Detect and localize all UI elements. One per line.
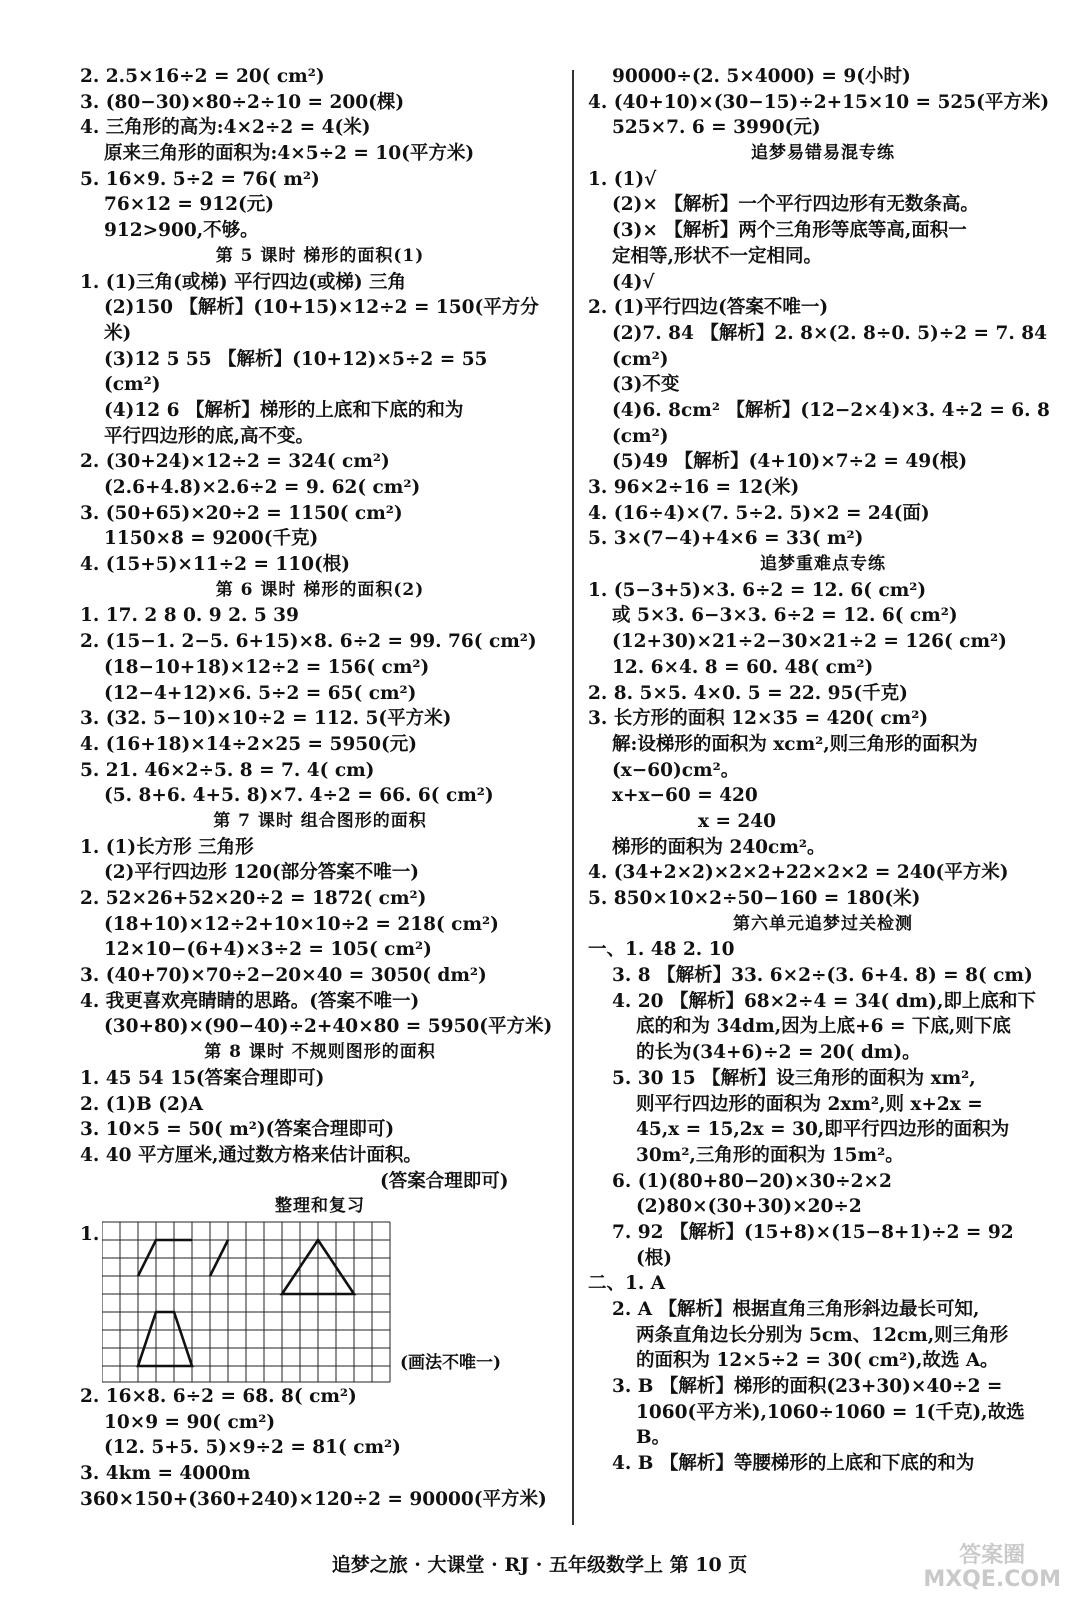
answer-line: 2. 2.5×16÷2 = 20( cm²) <box>80 66 325 87</box>
watermark-line1: 答案圈 <box>959 1543 1026 1568</box>
answer-line: 3. 8 【解析】33. 6×2÷(3. 6+4. 8) = 8( cm) <box>612 965 1033 987</box>
answer-line: 1. (5−3+5)×3. 6÷2 = 12. 6( cm²) <box>588 579 927 601</box>
answer-line: 12. 6×4. 8 = 60. 48( cm²) <box>612 656 874 678</box>
answer-line: 1. (1)三角(或梯) 平行四边(或梯) 三角 <box>80 271 407 293</box>
answer-line: 1. (1)√ <box>588 168 657 190</box>
answer-line: (12. 5+5. 5)×9÷2 = 81( cm²) <box>104 1437 401 1459</box>
answer-line: 则平行四边形的面积为 2xm²,则 x+2x = <box>636 1093 983 1115</box>
answer-line: 2. (30+24)×12÷2 = 324( cm²) <box>80 451 390 473</box>
answer-line: (18−10+18)×12÷2 = 156( cm²) <box>104 656 430 678</box>
answer-line: 3. 长方形的面积 12×35 = 420( cm²) <box>588 708 929 730</box>
answer-line: (2.6+4.8)×2.6÷2 = 9. 62( cm²) <box>104 477 421 498</box>
square-grid-figure <box>102 1220 396 1384</box>
answer-line: 76×12 = 912(元) <box>104 194 274 216</box>
answer-line: 平行四边形的底,高不变。 <box>104 425 314 447</box>
section-title: 第 8 课时 不规则图形的面积 <box>204 1042 436 1063</box>
answer-line: 4. (16+18)×14÷2×25 = 5950(元) <box>80 733 417 755</box>
answer-line: 2. 16×8. 6÷2 = 68. 8( cm²) <box>80 1385 357 1407</box>
answer-line: 7. 92 【解析】(15+8)×(15−8+1)÷2 = 92 <box>612 1221 1014 1243</box>
answer-line: (3)12 5 55 【解析】(10+12)×5÷2 = 55 <box>104 348 488 370</box>
answer-line: 的长为(34+6)÷2 = 20( dm)。 <box>636 1042 921 1064</box>
answer-line: 3. 10×5 = 50( m²)(答案合理即可) <box>80 1119 395 1141</box>
answer-line: B。 <box>636 1427 671 1449</box>
answer-line: 或 5×3. 6−3×3. 6÷2 = 12. 6( cm²) <box>612 605 958 627</box>
answer-line: (2)7. 84 【解析】2. 8×(2. 8÷0. 5)÷2 = 7. 84 <box>612 322 1047 344</box>
answer-line: (5)49 【解析】(4+10)×7÷2 = 49(根) <box>612 451 968 473</box>
answer-line: 360×150+(360+240)×120÷2 = 90000(平方米) <box>80 1488 547 1510</box>
section-title: 第 7 课时 组合图形的面积 <box>213 810 427 831</box>
answer-line: 4. (16÷4)×(7. 5÷2. 5)×2 = 24(面) <box>588 502 930 524</box>
watermark-line2: MXQE.COM <box>923 1567 1061 1592</box>
answer-line: 5. 30 15 【解析】设三角形的面积为 xm², <box>612 1067 976 1089</box>
answer-line: 1. 45 54 15(答案合理即可) <box>80 1067 325 1089</box>
answer-line: (4)12 6 【解析】梯形的上底和下底的和为 <box>104 399 464 421</box>
answer-line: 米) <box>104 322 132 344</box>
answer-line: 1060(平方米),1060÷1060 = 1(千克),故选 <box>636 1401 1025 1423</box>
answer-line: 2. (1)B (2)A <box>80 1093 203 1115</box>
answer-line: 12×10−(6+4)×3÷2 = 105( cm²) <box>104 939 432 961</box>
answer-line: (答案合理即可) <box>380 1170 509 1192</box>
answer-line: 原来三角形的面积为:4×5÷2 = 10(平方米) <box>104 143 475 165</box>
answer-line: 525×7. 6 = 3990(元) <box>612 117 821 139</box>
answer-line: (2)平行四边形 120(部分答案不唯一) <box>104 862 419 884</box>
answer-line: 4. 40 平方厘米,通过数方格来估计面积。 <box>80 1144 422 1166</box>
answer-line: 3. (32. 5−10)×10÷2 = 112. 5(平方米) <box>80 708 452 730</box>
answer-line: 2. 8. 5×5. 4×0. 5 = 22. 95(千克) <box>588 682 908 704</box>
answer-line: (4)6. 8cm² 【解析】(12−2×4)×3. 4÷2 = 6. 8 <box>612 399 1050 421</box>
answer-line: 3. (80−30)×80÷2÷10 = 200(棵) <box>80 91 405 113</box>
answer-line: 3. B 【解析】梯形的面积(23+30)×40÷2 = <box>612 1376 1003 1398</box>
answer-line: 6. (1)(80+80−20)×30÷2×2 <box>612 1170 892 1192</box>
answer-line: 两条直角边长分别为 5cm、12cm,则三角形 <box>636 1324 1009 1346</box>
answer-line: (x−60)cm²。 <box>612 759 740 781</box>
answer-line: 4. B 【解析】等腰梯形的上底和下底的和为 <box>612 1453 975 1475</box>
answer-line: 4. 我更喜欢亮睛睛的思路。(答案不唯一) <box>80 990 420 1012</box>
left-column <box>80 64 560 1512</box>
answer-line: 3. (50+65)×20÷2 = 1150( cm²) <box>80 502 403 524</box>
answer-line: (2)150 【解析】(10+15)×12÷2 = 150(平方分 <box>104 297 539 319</box>
answer-line: (cm²) <box>612 348 669 370</box>
section-title: 追梦重难点专练 <box>760 554 886 575</box>
answer-line: 45,x = 15,2x = 30,即平行四边形的面积为 <box>636 1119 1010 1141</box>
section-title-review: 整理和复习 <box>275 1196 365 1217</box>
answer-line: 1. 17. 2 8 0. 9 2. 5 39 <box>80 605 299 627</box>
section-title: 追梦易错易混专练 <box>751 143 895 164</box>
answer-line: (cm²) <box>104 374 161 396</box>
page-footer: 追梦之旅 · 大课堂 · RJ · 五年级数学上 第 10 页 <box>331 1554 748 1576</box>
answer-line: (3)× 【解析】两个三角形等底等高,面积一 <box>612 220 967 242</box>
answer-line: (2)× 【解析】一个平行四边形有无数条高。 <box>612 194 979 216</box>
column-divider <box>572 70 574 1525</box>
answer-line: 4. 三角形的高为:4×2÷2 = 4(米) <box>80 117 371 139</box>
right-lines <box>588 64 1058 1477</box>
answer-line: (12+30)×21÷2−30×21÷2 = 126( cm²) <box>612 631 1007 653</box>
grid-item-number: 1. <box>80 1223 100 1245</box>
answer-line: 梯形的面积为 240cm²。 <box>612 836 826 858</box>
answer-line: 90000÷(2. 5×4000) = 9(小时) <box>612 66 911 87</box>
answer-line: (30+80)×(90−40)÷2+40×80 = 5950(平方米) <box>104 1016 553 1038</box>
answer-line: 5. 21. 46×2÷5. 8 = 7. 4( cm) <box>80 759 375 781</box>
left-lines <box>80 64 560 1194</box>
answer-line: 4. (15+5)×11÷2 = 110(根) <box>80 554 351 576</box>
answer-line: (18+10)×12÷2+10×10÷2 = 218( cm²) <box>104 913 499 935</box>
answer-line: (12−4+12)×6. 5÷2 = 65( cm²) <box>104 682 417 704</box>
answer-line: 4. (40+10)×(30−15)÷2+15×10 = 525(平方米) <box>588 91 1050 113</box>
answer-line: 2. A 【解析】根据直角三角形斜边最长可知, <box>612 1299 980 1320</box>
answer-line: 2. (15−1. 2−5. 6+15)×8. 6÷2 = 99. 76( cm²) <box>80 631 537 653</box>
right-column <box>588 64 1058 1477</box>
answer-line: (4)√ <box>612 271 655 293</box>
answer-line: x+x−60 = 420 <box>612 785 758 807</box>
answer-line: (5. 8+6. 4+5. 8)×7. 4÷2 = 66. 6( cm²) <box>104 785 494 807</box>
answer-line: 2. 52×26+52×20÷2 = 1872( cm²) <box>80 888 427 909</box>
answer-line: 4. (34+2×2)×2×2+22×2×2 = 240(平方米) <box>588 862 1009 884</box>
answer-line: 10×9 = 90( cm²) <box>104 1411 276 1433</box>
section-title: 第六单元追梦过关检测 <box>733 913 913 934</box>
answer-line: 4. 20 【解析】68×2÷4 = 34( dm),即上底和下 <box>612 990 1036 1012</box>
answer-line: 5. 3×(7−4)+4×6 = 33( m²) <box>588 528 864 550</box>
answer-line: 5. 16×9. 5÷2 = 76( m²) <box>80 168 320 190</box>
answer-line: 3. (40+70)×70÷2−20×40 = 3050( dm²) <box>80 965 487 987</box>
answer-line: x = 240 <box>698 810 777 832</box>
answer-line: 5. 850×10×2÷50−160 = 180(米) <box>588 888 921 909</box>
answer-line: 二、1. A <box>588 1273 666 1295</box>
answer-line: 的面积为 12×5÷2 = 30( cm²),故选 A。 <box>636 1350 999 1372</box>
answer-line: 定相等,形状不一定相同。 <box>612 245 822 267</box>
answer-line: 底的和为 34dm,因为上底+6 = 下底,则下底 <box>636 1016 1011 1038</box>
answer-line: 30m²,三角形的面积为 15m²。 <box>636 1144 904 1166</box>
section-title: 第 5 课时 梯形的面积(1) <box>215 245 425 266</box>
answer-line: (根) <box>636 1247 673 1269</box>
answer-line: (3)不变 <box>612 374 680 396</box>
drawn-trapezoid <box>138 1312 192 1366</box>
answer-line: 3. 96×2÷16 = 12(米) <box>588 477 800 498</box>
grid-drawing-question <box>80 1220 560 1384</box>
watermark-logo <box>923 1544 1061 1592</box>
answer-line: (2)80×(30+30)×20÷2 <box>636 1196 862 1218</box>
answer-line: 912>900,不够。 <box>104 220 259 242</box>
grid-note: (画法不唯一) <box>400 1352 502 1373</box>
answer-line: 3. 4km = 4000m <box>80 1463 251 1484</box>
answer-line: 2. (1)平行四边(答案不唯一) <box>588 297 829 319</box>
answer-line: (cm²) <box>612 425 669 447</box>
answer-line: 1. (1)长方形 三角形 <box>80 836 254 858</box>
section-title: 第 6 课时 梯形的面积(2) <box>215 579 425 600</box>
left-lines-after <box>80 1384 560 1512</box>
answer-line: 一、1. 48 2. 10 <box>588 939 735 961</box>
answer-line: 1150×8 = 9200(千克) <box>104 528 319 550</box>
answer-line: 解:设梯形的面积为 xcm²,则三角形的面积为 <box>612 733 978 755</box>
